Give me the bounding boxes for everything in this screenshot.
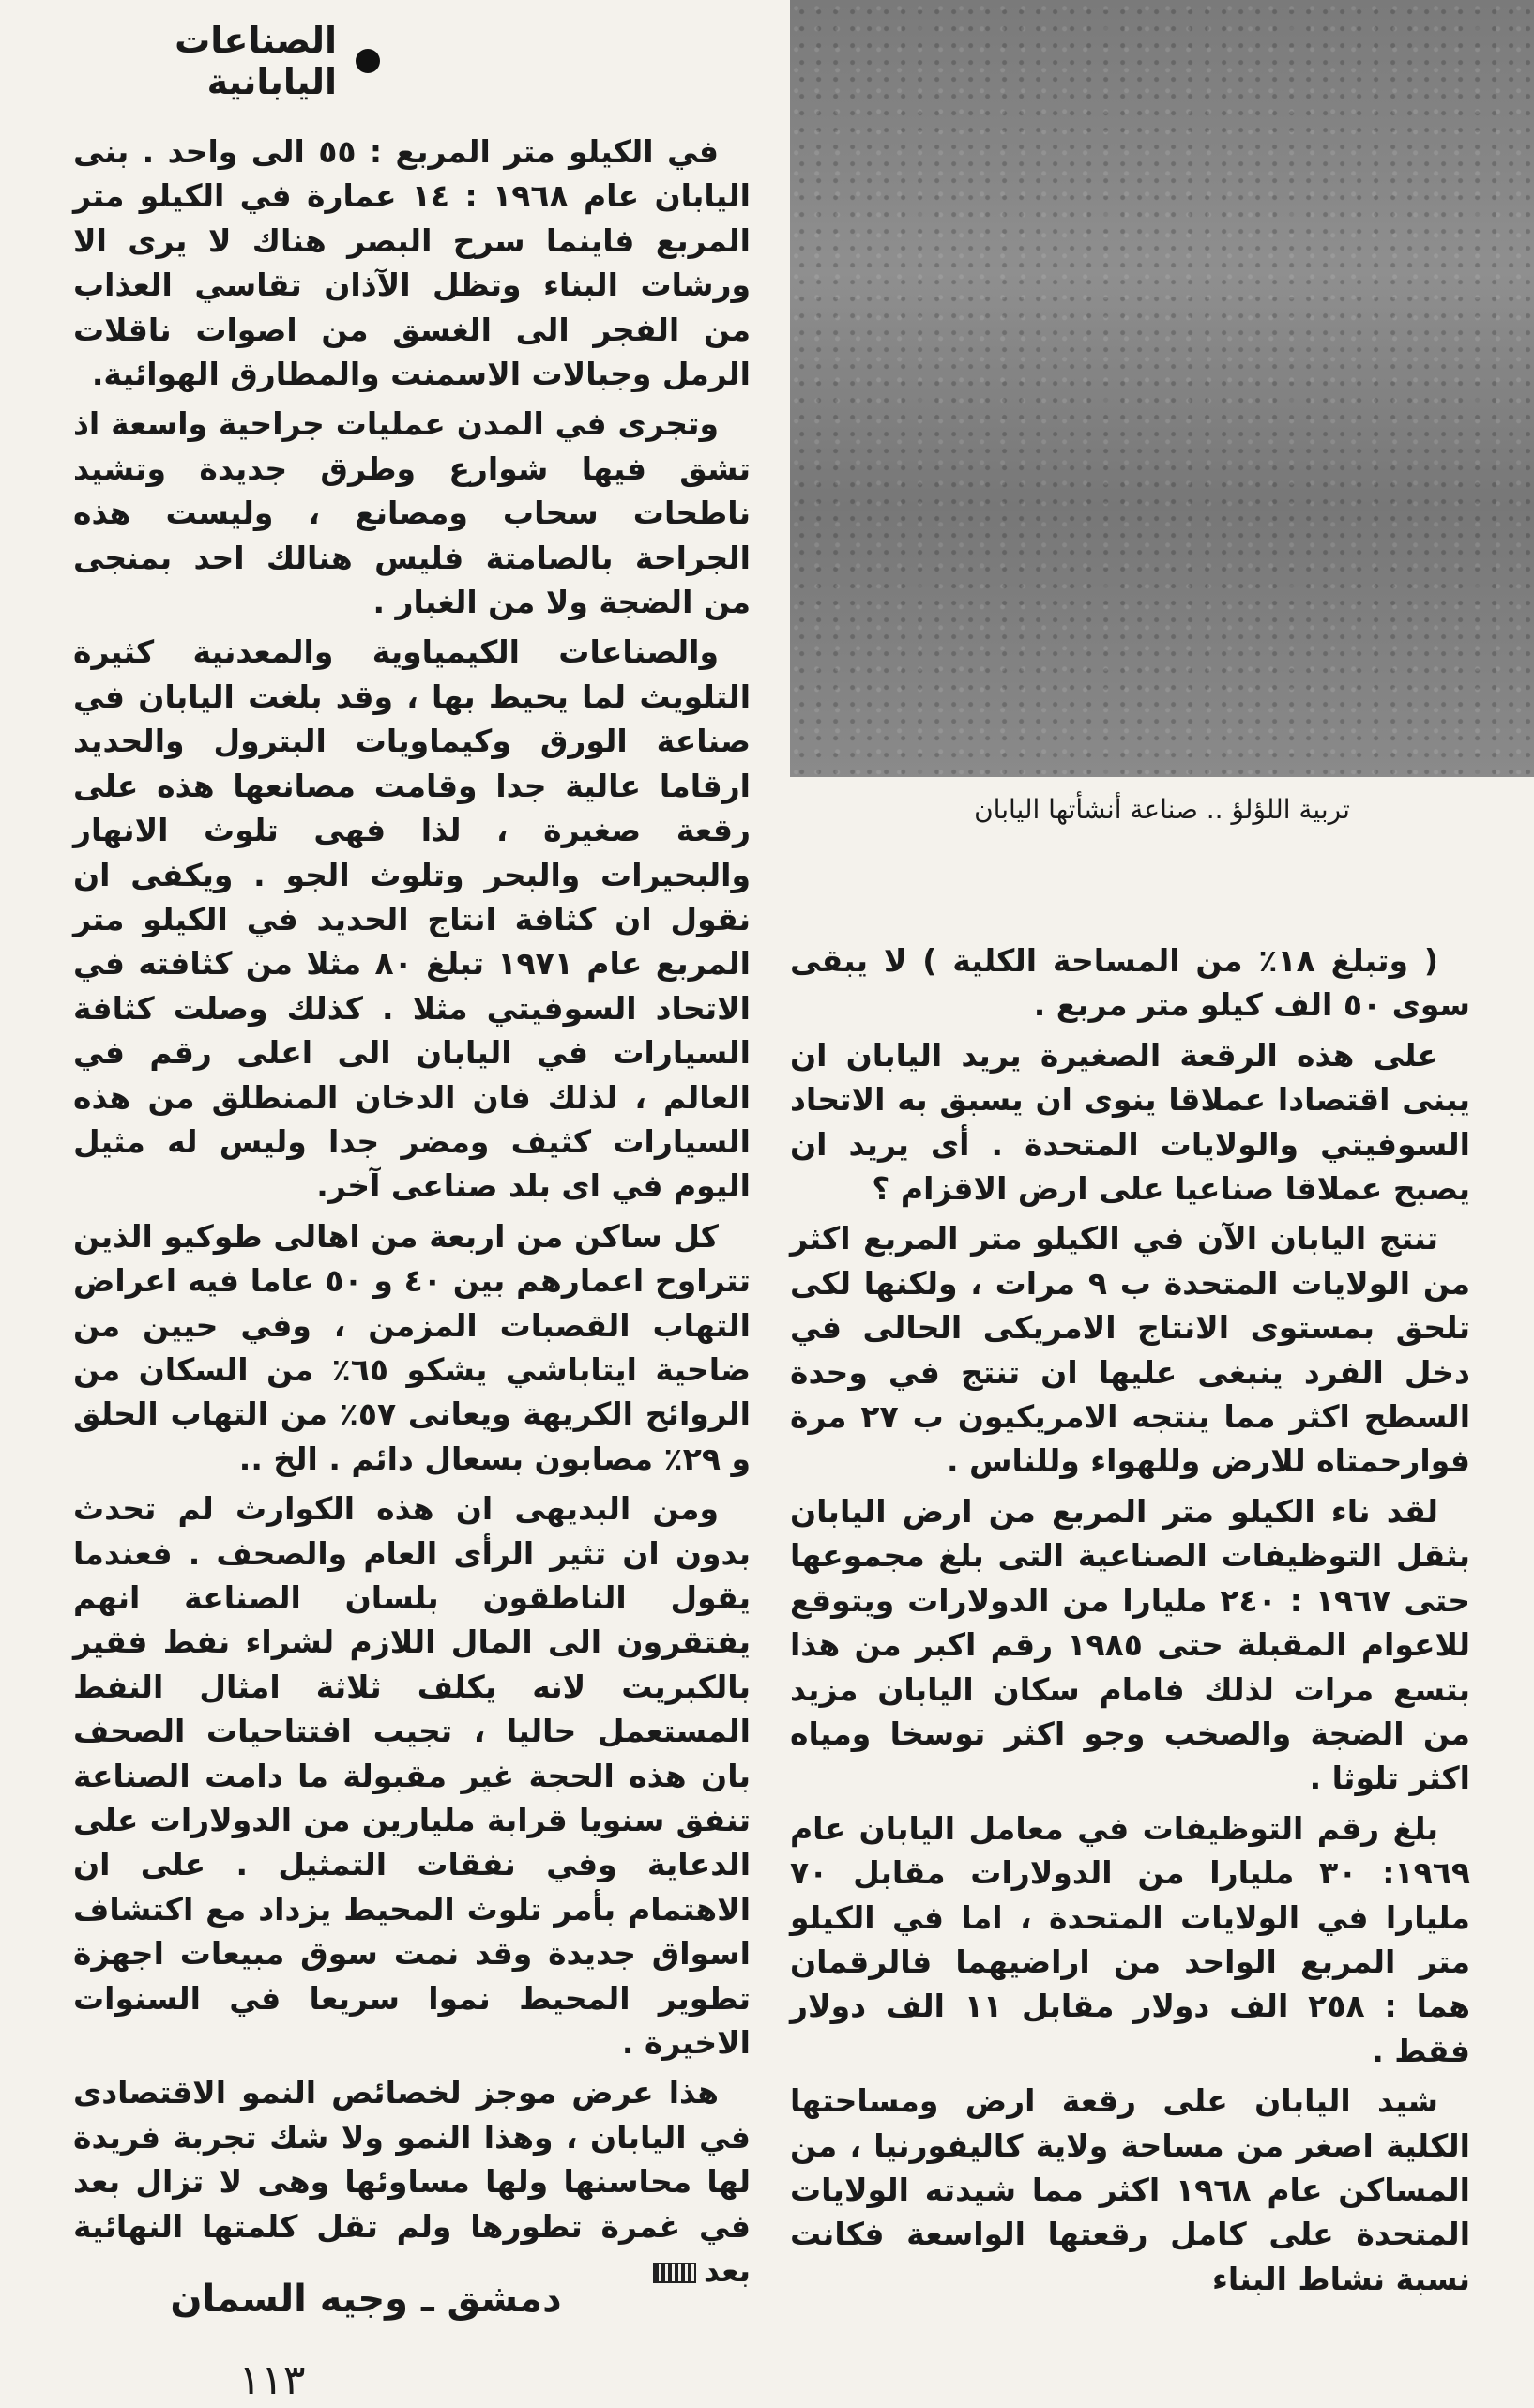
- paragraph: على هذه الرقعة الصغيرة يريد اليابان ان يبنى اقتصادا عملاقا ينوى ان يسبق به الاتحاد السوفيتي والولايات المتحدة . أى يريد ان يصبح عملاقا صناعيا على ارض الاقزام ؟: [790, 1036, 1470, 1208]
- paragraph: تنتج اليابان الآن في الكيلو متر المربع اكثر من الولايات المتحدة ب ٩ مرات ، ولكنها لكى تلحق بمستوى الانتاج الامريكى الحالى في دخل الفرد ينبغى عليها ان تنتج في وحدة السطح اكثر مما ينتجه الامريكيون ب ٢٧ مرة فوارحمتاه للارض وللهواء وللناس .: [790, 1220, 1471, 1480]
- paragraph: لقد ناء الكيلو متر المربع من ارض اليابان بثقل التوظيفات الصناعية التى بلغ مجموعها حتى ١٩٦٧ : ٢٤٠ مليارا من الدولارات ويتوقع للاعوام المقبلة حتى ١٩٨٥ رقم اكبر من هذا بتسع مرات لذلك فامام سكان اليابان مزيد من الضجة والصخب وجو اكثر توسخا ومياه اكثر تلوثا .: [790, 1492, 1470, 1797]
- paragraph: في الكيلو متر المربع : ٥٥ الى واحد . بنى اليابان عام ١٩٦٨ : ١٤ عمارة في الكيلو متر المربع فاينما سرح البصر هناك لا يرى الا ورشات البناء وتظل الآذان تقاسي العذاب من الفجر الى الغسق من اصوات ناقلات الرمل وجبالات الاسمنت والمطارق الهوائية.: [73, 133, 751, 393]
- paragraph: بلغ رقم التوظيفات في معامل اليابان عام ١٩٦٩: ٣٠ مليارا من الدولارات مقابل ٧٠ مليارا في الولايات المتحدة ، اما في الكيلو متر المربع الواحد من اراضيهما فالرقمان هما : ٢٥٨ الف دولار مقابل ١١ الف دولار فقط .: [790, 1809, 1470, 2069]
- page-number: ١١٣: [238, 2356, 306, 2404]
- paragraph: شيد اليابان على رقعة ارض ومساحتها الكلية اصغر من مساحة ولاية كاليفورنيا ، من المساكن عام ١٩٦٨ اكثر مما شيدته الولايات المتحدة على كامل رقعتها الواسعة فكانت نسبة نشاط البناء: [790, 2082, 1470, 2297]
- paragraph: ومن البديهى ان هذه الكوارث لم تحدث بدون ان تثير الرأى العام والصحف . فعندما يقول الناطقون بلسان الصناعة انهم يفتقرون الى المال اللازم لشراء نفط فقير بالكبريت لانه يكلف ثلاثة امثال النفط المستعمل حاليا ، تجيب افتتاحيات الصحف بان هذه الحجة غير مقبولة ما دامت الصناعة تنفق سنويا قرابة مليارين من الدولارات على الدعاية وفي نفقات التمثيل . على ان الاهتمام بأمر تلوث المحيط يزداد مع اكتشاف اسواق جديدة وقد نمت سوق مبيعات اجهزة تطوير المحيط نموا سريعا في السنوات الاخيرة .: [73, 1490, 751, 2062]
- pearl-farming-photo: [790, 0, 1534, 777]
- left-column: [73, 130, 751, 2299]
- paragraph: والصناعات الكيمياوية والمعدنية كثيرة التلويث لما يحيط بها ، وقد بلغت اليابان في صناعة الورق وكيماويات البترول والحديد ارقاما عالية جدا وقامت مصانعها هذه على رقعة صغيرة ، لذا فهى تلوث الانهار والبحيرات والبحر وتلوث الجو . ويكفى ان نقول ان كثافة انتاج الحديد في الكيلو متر المربع عام ١٩٧١ تبلغ ٨٠ مثلا من كثافته في الاتحاد السوفيتي مثلا . كذلك وصلت كثافة السيارات في اليابان الى اعلى رقم في العالم ، لذلك فان الدخان المنطلق من هذه السيارات كثيف ومضر جدا وليس له مثيل اليوم في اى بلد صناعى آخر.: [73, 633, 751, 1205]
- paragraph-last: [73, 2070, 751, 2293]
- right-column: [790, 938, 1470, 2307]
- section-title: الصناعات اليابانية: [175, 20, 337, 102]
- end-of-article-icon: [653, 2263, 696, 2283]
- bullet-icon: [356, 49, 380, 73]
- paragraph-text: هذا عرض موجز لخصائص النمو الاقتصادى في اليابان ، وهذا النمو ولا شك تجربة فريدة لها محاسنها ولها مساوئها وهى لا تزال بعد في غمرة تطورها ولم تقل كلمتها النهائية بعد: [73, 2074, 751, 2290]
- paragraph: ( وتبلغ ١٨٪ من المساحة الكلية ) لا يبقى سوى ٥٠ الف كيلو متر مربع .: [790, 942, 1470, 1024]
- section-header: [42, 20, 380, 102]
- author-signature: دمشق ـ وجيه السمان: [170, 2278, 562, 2321]
- paragraph: وتجرى في المدن عمليات جراحية واسعة اذ تشق فيها شوارع وطرق جديدة وتشيد ناطحات سحاب ومصانع ، وليست هذه الجراحة بالصامتة فليس هنالك احد بمنجى من الضجة ولا من الغبار .: [73, 405, 751, 621]
- photo-caption: تربية اللؤلؤ .. صناعة أنشأتها اليابان: [974, 794, 1350, 825]
- paragraph: كل ساكن من اربعة من اهالى طوكيو الذين تتراوح اعمارهم بين ٤٠ و ٥٠ عاما فيه اعراض التهاب القصبات المزمن ، وفي حيين من ضاحية ايتاباشي يشكو ٦٥٪ من السكان من الروائح الكريهة ويعانى ٥٧٪ من التهاب الحلق و ٢٩٪ مصابون بسعال دائم . الخ ..: [73, 1217, 751, 1477]
